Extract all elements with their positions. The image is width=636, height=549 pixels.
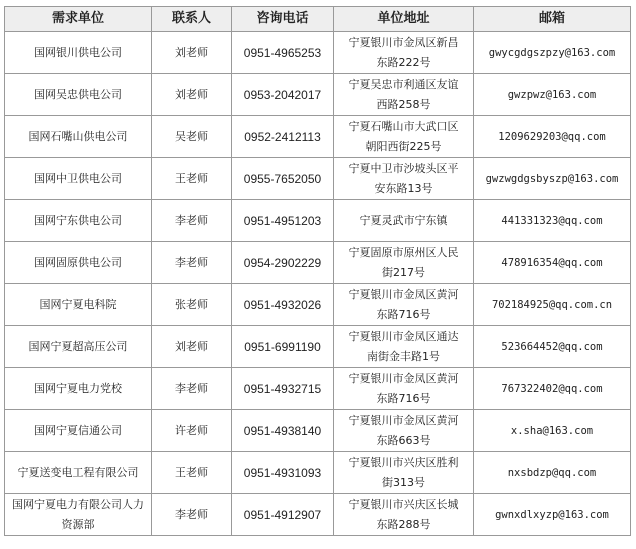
address-line: 宁夏银川市金凤区黄河 — [348, 413, 459, 427]
unit-cell: 国网中卫供电公司 — [5, 158, 152, 200]
email-cell: 523664452@qq.com — [474, 326, 631, 368]
phone-cell: 0951-4932026 — [232, 284, 334, 326]
phone-cell: 0951-6991190 — [232, 326, 334, 368]
header-unit: 需求单位 — [5, 7, 152, 32]
table-row — [5, 200, 631, 242]
table-row — [5, 494, 631, 536]
table-row — [5, 410, 631, 452]
header-phone: 咨询电话 — [232, 7, 334, 32]
contact-cell: 李老师 — [152, 200, 232, 242]
contact-cell: 李老师 — [152, 368, 232, 410]
unit-cell: 国网固原供电公司 — [5, 242, 152, 284]
contact-cell: 刘老师 — [152, 74, 232, 116]
phone-cell: 0951-4965253 — [232, 32, 334, 74]
address-line: 南街金丰路1号 — [367, 349, 440, 363]
email-cell: gwzwgdgsbyszp@163.com — [474, 158, 631, 200]
unit-cell: 国网宁东供电公司 — [5, 200, 152, 242]
phone-cell: 0953-2042017 — [232, 74, 334, 116]
email-cell: 767322402@qq.com — [474, 368, 631, 410]
address-line: 东路288号 — [376, 517, 431, 531]
unit-cell: 国网宁夏超高压公司 — [5, 326, 152, 368]
address-cell — [334, 74, 474, 116]
phone-cell: 0951-4951203 — [232, 200, 334, 242]
phone-cell: 0952-2412113 — [232, 116, 334, 158]
address-line: 宁夏银川市金凤区通达 — [348, 329, 459, 343]
address-line: 东路663号 — [376, 433, 431, 447]
address-line: 西路258号 — [376, 97, 431, 111]
table-row — [5, 158, 631, 200]
unit-cell: 国网宁夏电力有限公司人力资源部 — [5, 494, 152, 536]
table-row — [5, 74, 631, 116]
table-row — [5, 368, 631, 410]
address-line: 宁夏银川市金凤区新昌 — [348, 35, 459, 49]
phone-cell: 0954-2902229 — [232, 242, 334, 284]
address-cell — [334, 242, 474, 284]
email-cell: 702184925@qq.com.cn — [474, 284, 631, 326]
email-cell: nxsbdzp@qq.com — [474, 452, 631, 494]
unit-cell: 国网宁夏电力党校 — [5, 368, 152, 410]
phone-cell: 0951-4938140 — [232, 410, 334, 452]
table-row — [5, 32, 631, 74]
email-cell: 478916354@qq.com — [474, 242, 631, 284]
address-cell — [334, 116, 474, 158]
address-cell — [334, 284, 474, 326]
address-line: 街313号 — [382, 475, 425, 489]
email-cell: gwycgdgszpzy@163.com — [474, 32, 631, 74]
address-line: 宁夏银川市金凤区黄河 — [348, 287, 459, 301]
email-cell: 441331323@qq.com — [474, 200, 631, 242]
address-line: 宁夏银川市金凤区黄河 — [348, 371, 459, 385]
address-line: 宁夏银川市兴庆区胜利 — [348, 455, 459, 469]
contact-cell: 王老师 — [152, 452, 232, 494]
contact-cell: 张老师 — [152, 284, 232, 326]
address-cell — [334, 494, 474, 536]
address-line: 安东路13号 — [374, 181, 433, 195]
phone-cell: 0951-4931093 — [232, 452, 334, 494]
address-cell — [334, 410, 474, 452]
address-cell — [334, 200, 474, 242]
phone-cell: 0951-4932715 — [232, 368, 334, 410]
phone-cell: 0955-7652050 — [232, 158, 334, 200]
address-line: 宁夏灵武市宁东镇 — [359, 213, 448, 227]
unit-cell: 国网宁夏电科院 — [5, 284, 152, 326]
header-email: 邮箱 — [474, 7, 631, 32]
phone-cell: 0951-4912907 — [232, 494, 334, 536]
address-cell — [334, 158, 474, 200]
email-cell: gwnxdlxyzp@163.com — [474, 494, 631, 536]
contact-cell: 吴老师 — [152, 116, 232, 158]
address-line: 宁夏银川市兴庆区长城 — [348, 497, 459, 511]
address-cell — [334, 452, 474, 494]
contact-table — [4, 6, 631, 536]
table-row — [5, 242, 631, 284]
address-line: 宁夏吴忠市利通区友谊 — [348, 77, 459, 91]
contact-cell: 王老师 — [152, 158, 232, 200]
table-header-row — [5, 7, 631, 32]
email-cell: x.sha@163.com — [474, 410, 631, 452]
unit-cell: 国网银川供电公司 — [5, 32, 152, 74]
contact-table-container — [4, 6, 630, 536]
address-line: 宁夏石嘴山市大武口区 — [348, 119, 459, 133]
address-line: 东路716号 — [376, 307, 431, 321]
table-row — [5, 452, 631, 494]
unit-cell: 宁夏送变电工程有限公司 — [5, 452, 152, 494]
address-cell — [334, 326, 474, 368]
contact-cell: 许老师 — [152, 410, 232, 452]
header-contact: 联系人 — [152, 7, 232, 32]
address-cell — [334, 368, 474, 410]
contact-cell: 李老师 — [152, 242, 232, 284]
table-row — [5, 116, 631, 158]
address-line: 宁夏中卫市沙坡头区平 — [348, 161, 459, 175]
table-row — [5, 326, 631, 368]
address-line: 东路222号 — [376, 55, 431, 69]
table-row — [5, 284, 631, 326]
address-line: 宁夏固原市原州区人民 — [348, 245, 459, 259]
address-cell — [334, 32, 474, 74]
contact-cell: 刘老师 — [152, 32, 232, 74]
unit-cell: 国网宁夏信通公司 — [5, 410, 152, 452]
header-address: 单位地址 — [334, 7, 474, 32]
unit-cell: 国网石嘴山供电公司 — [5, 116, 152, 158]
email-cell: gwzpwz@163.com — [474, 74, 631, 116]
address-line: 街217号 — [382, 265, 425, 279]
email-cell: 1209629203@qq.com — [474, 116, 631, 158]
contact-cell: 刘老师 — [152, 326, 232, 368]
table-body — [5, 32, 631, 536]
unit-cell: 国网吴忠供电公司 — [5, 74, 152, 116]
address-line: 朝阳西街225号 — [365, 139, 442, 153]
address-line: 东路716号 — [376, 391, 431, 405]
contact-cell: 李老师 — [152, 494, 232, 536]
